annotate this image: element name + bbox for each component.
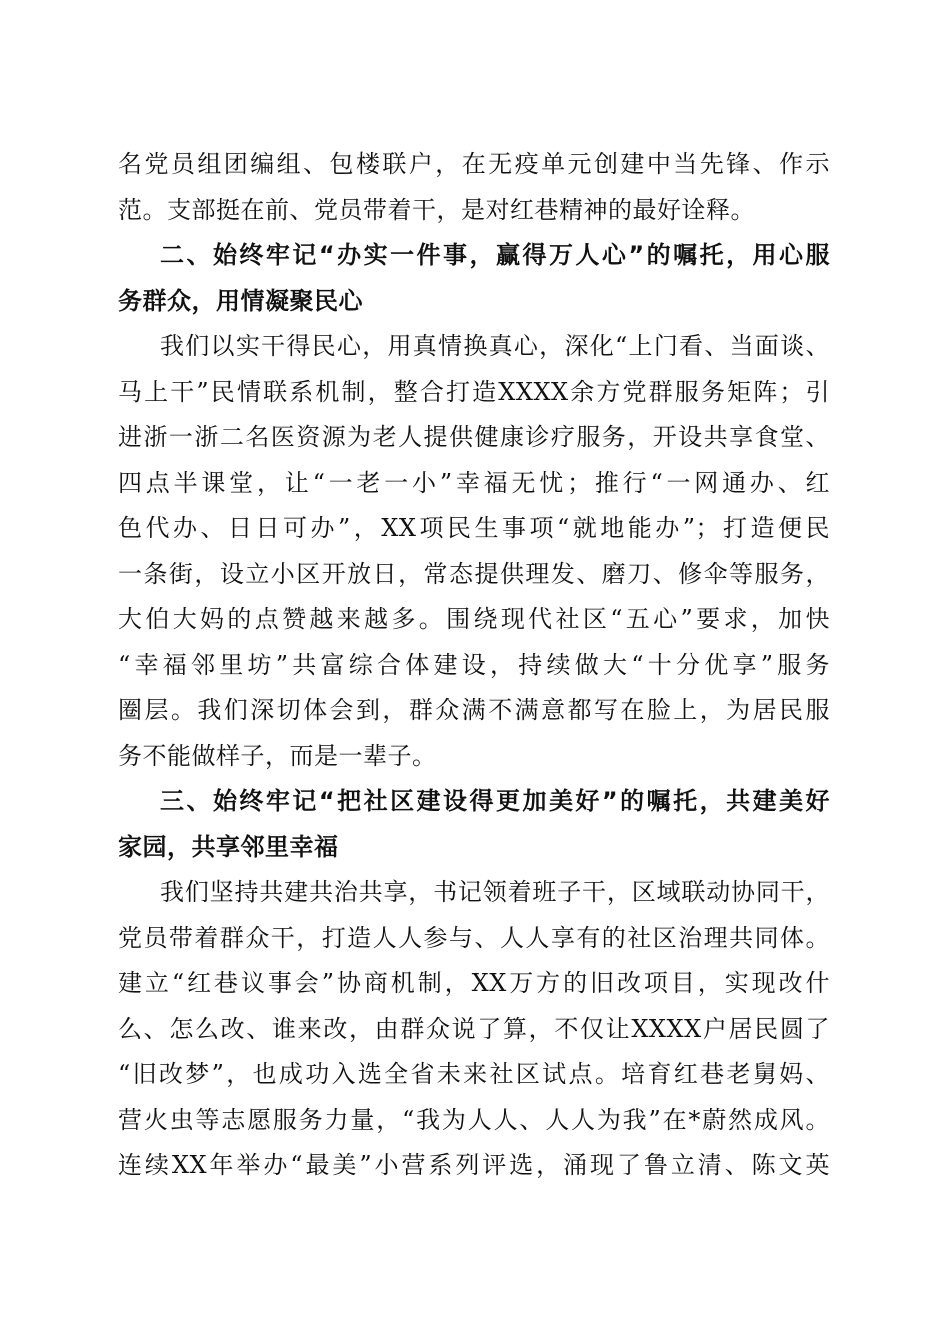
paragraph-line: 务不能做样子，而是一辈子。 — [118, 741, 437, 770]
paragraph-line: 范。支部挺在前、党员带着干，是对红巷精神的最好诠释。 — [118, 195, 755, 224]
document-body — [118, 142, 830, 1189]
paragraph-line: 营火虫等志愿服务力量，“我为人人、人人为我”在*蔚然成风。 — [118, 1105, 830, 1134]
paragraph-line: 四点半课堂，让“一老一小”幸福无忧；推行“一网通办、红 — [118, 468, 830, 497]
paragraph-line: 建立“红巷议事会”协商机制，XX万方的旧改项目，实现改什 — [118, 969, 830, 997]
paragraph-line: 党员带着群众干，打造人人参与、人人享有的社区治理共同体。 — [118, 923, 830, 952]
paragraph-line: 大伯大妈的点赞越来越多。围绕现代社区“五心”要求，加快 — [118, 605, 830, 633]
paragraph-line: 么、怎么改、谁来改，由群众说了算，不仅让XXXX户居民圆了 — [118, 1014, 830, 1043]
paragraph-line: 我们坚持共建共治共享，书记领着班子干，区域联动协同干， — [160, 878, 830, 906]
section-heading-line: 三、始终牢记“把社区建设得更加美好”的嘱托，共建美好 — [160, 787, 830, 815]
paragraph-line: 色代办、日日可办”，XX项民生事项“就地能办”；打造便民 — [118, 514, 830, 542]
paragraph-line: 进浙一浙二名医资源为老人提供健康诊疗服务，开设共享食堂、 — [118, 423, 830, 451]
section-heading-line: 家园，共享邻里幸福 — [118, 832, 339, 861]
paragraph-line: 圈层。我们深切体会到，群众满不满意都写在脸上，为居民服 — [118, 696, 830, 724]
section-heading-line: 务群众，用情凝聚民心 — [118, 286, 363, 315]
paragraph-line: 一条街，设立小区开放日，常态提供理发、磨刀、修伞等服务， — [118, 559, 830, 588]
paragraph-line: 马上干”民情联系机制，整合打造XXXX余方党群服务矩阵；引 — [118, 377, 830, 406]
paragraph-line: 名党员组团编组、包楼联户，在无疫单元创建中当先锋、作示 — [118, 150, 830, 178]
paragraph-line: “旧改梦”，也成功入选全省未来社区试点。培育红巷老舅妈、 — [118, 1060, 830, 1088]
paragraph-line: 连续XX年举办“最美”小营系列评选，涌现了鲁立清、陈文英 — [118, 1151, 830, 1179]
paragraph-line: “幸福邻里坊”共富综合体建设，持续做大“十分优享”服务 — [118, 650, 830, 679]
section-heading-line: 二、始终牢记“办实一件事，赢得万人心”的嘱托，用心服 — [160, 241, 830, 269]
paragraph-line: 我们以实干得民心，用真情换真心，深化“上门看、当面谈、 — [160, 332, 830, 360]
